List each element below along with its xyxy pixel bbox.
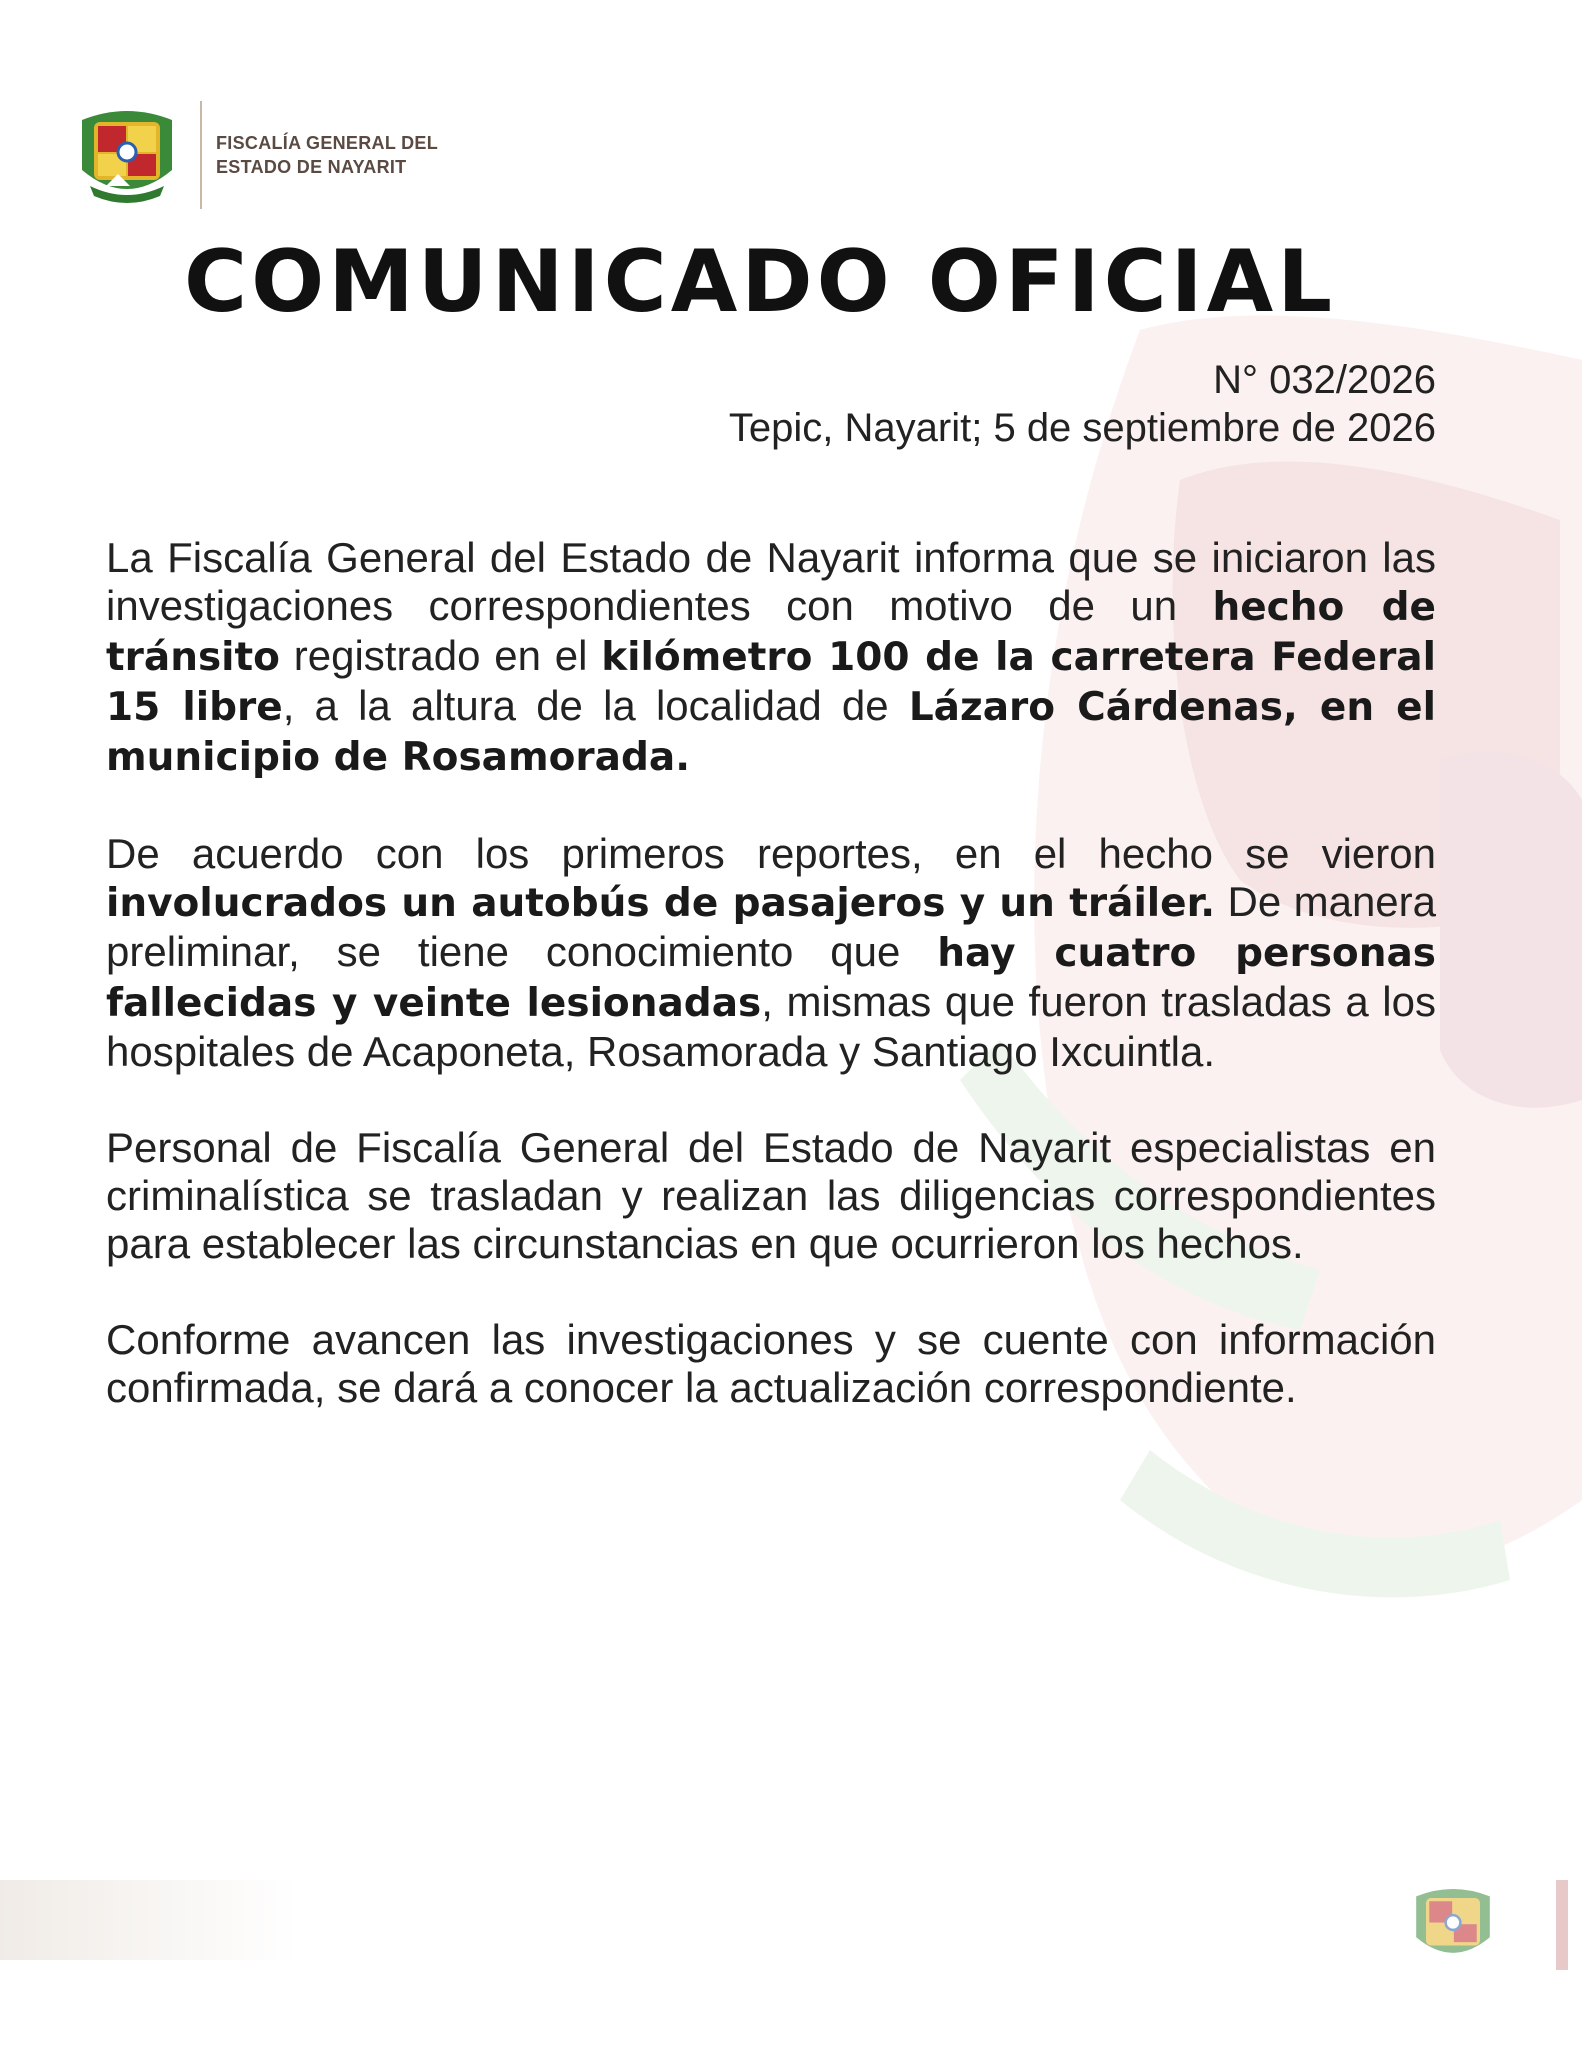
paragraph-text: , mismas que fueron trasladas a los hospitales de Acaponeta, Rosamorada y Santiago Ixcuintla. [106,978,1436,1075]
paragraph-text: De acuerdo con los primeros reportes, en el hecho se vieron [106,830,1436,877]
release-body [106,534,1436,1460]
emphasized-text: kilómetro 100 de la carretera Federal 15 libre [106,635,1436,730]
body-paragraph [106,830,1436,1076]
org-name-line-1: FISCALÍA GENERAL DEL [216,133,439,153]
header [72,100,438,210]
paragraph-text: La Fiscalía General del Estado de Nayarit informa que se iniciaron las investigaciones correspondientes con motivo de un [106,534,1436,629]
paragraph-text: Personal de Fiscalía General del Estado de Nayarit especialistas en criminalística se trasladan y realizan las diligencias correspondientes para establecer las circunstancias en que ocurrieron los hechos. [106,1124,1436,1267]
body-paragraph [106,1124,1436,1268]
footer-coat-of-arms-icon [1408,1880,1498,1970]
document-title: COMUNICADO OFICIAL [184,232,1337,332]
paragraph-text: registrado en el [279,632,602,679]
nayarit-coat-of-arms-icon [72,100,182,210]
paragraph-text: De manera preliminar, se tiene conocimiento que [106,878,1436,975]
body-paragraph [106,534,1436,782]
release-place-date: Tepic, Nayarit; 5 de septiembre de 2026 [728,406,1436,450]
release-number: N° 032/2026 [1213,358,1436,402]
body-paragraph [106,1316,1436,1412]
emphasized-text: hay cuatro personas fallecidas y veinte lesionadas [106,931,1437,1026]
paragraph-text: , a la altura de la localidad de [282,682,909,729]
org-name-line-2: ESTADO DE NAYARIT [216,157,407,177]
footer-bar [1556,1880,1568,1970]
emphasized-text: involucrados un autobús de pasajeros y un tráiler. [106,881,1216,926]
paragraph-text: Conforme avancen las investigaciones y se cuente con información confirmada, se dará a conocer la actualización correspondiente. [106,1316,1436,1411]
emphasized-text: hecho de tránsito [106,585,1436,680]
release-meta [729,356,1436,452]
header-divider [200,101,202,209]
emphasized-text: Lázaro Cárdenas, en el municipio de Rosamorada. [106,685,1436,780]
footer-band [0,1880,300,1960]
organization-name [216,131,438,179]
